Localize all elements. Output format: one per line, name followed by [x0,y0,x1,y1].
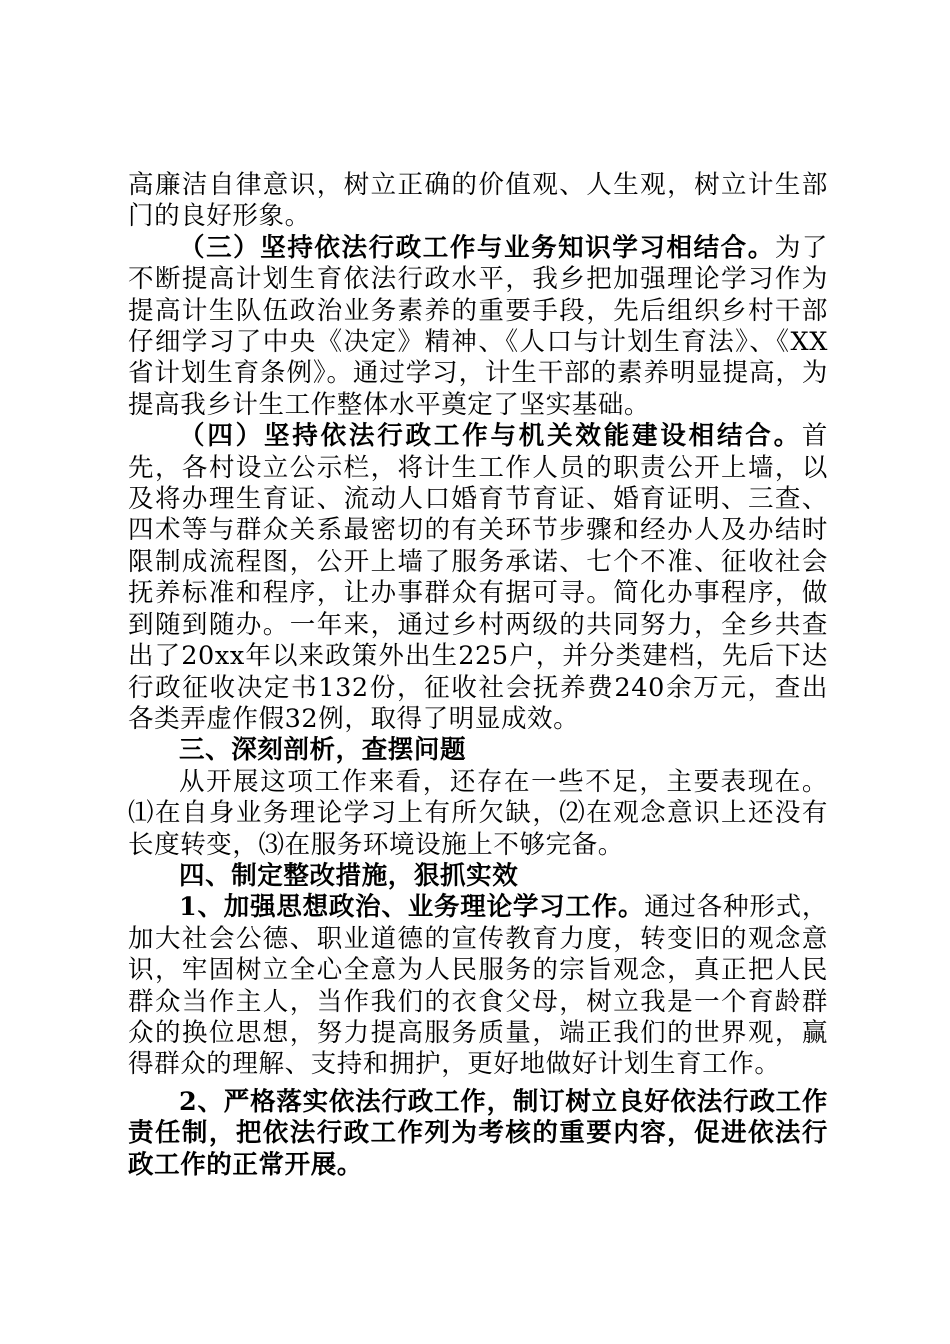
paragraph-section-three [128,233,828,421]
paragraph-text: 首先，各村设立公示栏，将计生工作人员的职责公开上墙，以及将办理生育证、流动人口婚育节育证、婚育证明、三查、四术等与群众关系最密切的有关环节步骤和经办人及办结时限制成流程图，公开上墙了服务承诺、七个不准、征收社会抚养标准和程序，让办事群众有据可寻。简化办事程序，做到随到随办。一年来，通过乡村两级的共同努力，全乡共查出了20xx年以来政策外出生225户，并分类建档，先后下达行政征收决定书132份，征收社会抚养费240余万元，查出各类弄虚作假32例，取得了明显成效。 [128,421,828,734]
paragraph-continuation [128,170,828,233]
paragraph-lead: 1、加强思想政治、业务理论学习工作。 [179,892,645,923]
paragraph-text: 通过各种形式，加大社会公德、职业道德的宣传教育力度，转变旧的观念意识，牢固树立全心全意为人民服务的宗旨观念，真正把人民群众当作主人，当作我们的衣食父母，树立我是一个育龄群众的换位思想，努力提高服务质量，端正我们的世界观，赢得群众的理解、支持和拥护，更好地做好计划生育工作。 [128,892,828,1080]
paragraph-section-four [128,421,828,735]
document-page [128,170,828,1181]
paragraph-problems [128,767,828,861]
section-heading-four: 四、制定整改措施，狠抓实效 [179,860,519,891]
section-heading-three: 三、深刻剖析，查摆问题 [179,735,467,766]
paragraph-text: 从开展这项工作来看，还存在一些不足，主要表现在。⑴在自身业务理论学习上有所欠缺，⑵在观念意识上还没有长度转变，⑶在服务环境设施上不够完备。 [128,766,828,860]
paragraph-text: 为了不断提高计划生育依法行政水平，我乡把加强理论学习作为提高计生队伍政治业务素养的重要手段，先后组织乡村干部仔细学习了中央《决定》精神、《人口与计划生育法》、《XX省计划生育条例》。通过学习，计生干部的素养明显提高，为提高我乡计生工作整体水平奠定了坚实基础。 [128,232,828,420]
paragraph-lead: （三）坚持依法行政工作与业务知识学习相结合。 [179,232,775,263]
paragraph-lead: （四）坚持依法行政工作与机关效能建设相结合。 [179,421,802,452]
paragraph-lead: 2、严格落实依法行政工作，制订树立良好依法行政工作责任制，把依法行政工作列为考核的重要内容，促进依法行政工作的正常开展。 [128,1086,828,1180]
paragraph-measure-two [128,1087,828,1181]
paragraph-text: 高廉洁自律意识，树立正确的价值观、人生观，树立计生部门的良好形象。 [128,170,828,232]
paragraph-measure-one [128,892,828,1080]
